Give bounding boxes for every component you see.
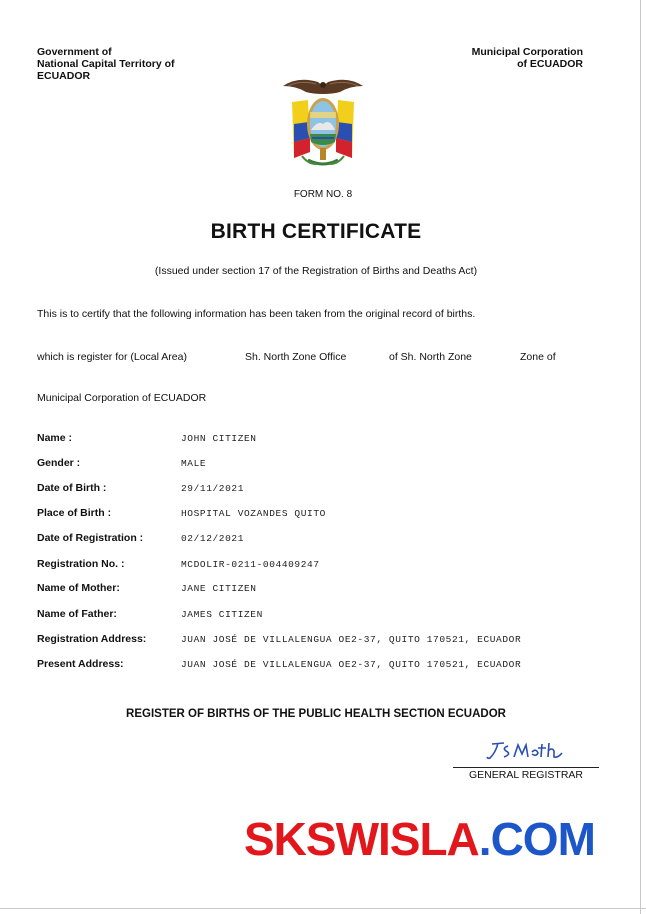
page-edge-bottom [0,908,646,909]
municipal-text: Municipal Corporation of ECUADOR [37,392,207,404]
field-row-name [37,432,617,446]
certify-statement: This is to certify that the following information has been taken from the original record of births. [37,308,476,320]
field-value: MALE [181,458,207,469]
field-row-registration-no [37,558,617,572]
field-value: MCDOLIR-0211-004409247 [181,559,320,570]
zone-text: of Sh. North Zone [389,351,472,363]
field-row-gender [37,457,617,471]
field-row-date-of-registration [37,532,617,546]
field-value: JUAN JOSÉ DE VILLALENGUA OE2-37, QUITO 170521, ECUADOR [181,634,522,645]
page-edge-right [640,0,641,914]
field-value: JAMES CITIZEN [181,609,263,620]
header-right-line: of ECUADOR [517,58,583,70]
field-value: 02/12/2021 [181,533,245,544]
watermark-dot: . [478,813,491,865]
header-left-line: Government of [37,46,112,58]
website-watermark [244,812,595,866]
header-left-line: National Capital Territory of [37,58,175,70]
watermark-text: SKSWISLA [244,813,479,865]
field-value: 29/11/2021 [181,483,245,494]
header-right [472,46,583,70]
field-value: HOSPITAL VOZANDES QUITO [181,508,326,519]
field-label: Name : [37,432,73,444]
field-label: Date of Registration : [37,532,144,544]
ecuador-coat-of-arms-icon [278,72,368,172]
field-row-place-of-birth [37,507,617,521]
field-row-present-address [37,658,617,672]
document-subtitle: (Issued under section 17 of the Registration of Births and Deaths Act) [154,265,478,277]
field-label: Name of Father: [37,608,117,620]
field-label: Name of Mother: [37,582,120,594]
field-value: JUAN JOSÉ DE VILLALENGUA OE2-37, QUITO 170521, ECUADOR [181,659,522,670]
field-row-registration-address [37,633,617,647]
header-right-line: Municipal Corporation [471,46,583,58]
field-label: Registration Address: [37,633,147,645]
field-label: Date of Birth : [37,482,107,494]
field-label: Registration No. : [37,558,125,570]
registrar-signature [486,740,566,762]
field-label: Gender : [37,457,81,469]
field-row-mother [37,582,617,596]
local-area-label: which is register for (Local Area) [37,351,187,363]
field-value: JOHN CITIZEN [181,433,257,444]
document-title: BIRTH CERTIFICATE [210,220,422,243]
header-left-line: ECUADOR [37,70,91,82]
field-label: Present Address: [37,658,124,670]
field-row-father [37,608,617,622]
field-value: JANE CITIZEN [181,583,257,594]
register-footer: REGISTER OF BIRTHS OF THE PUBLIC HEALTH SECTION ECUADOR [126,708,506,720]
header-left [37,46,175,82]
field-label: Place of Birth : [37,507,112,519]
registrar-title: GENERAL REGISTRAR [469,769,583,781]
field-row-date-of-birth [37,482,617,496]
form-number: FORM NO. 8 [293,189,353,200]
watermark-domain: COM [490,813,595,865]
signature-line [453,767,599,768]
zone-office-text: Sh. North Zone Office [245,351,347,363]
zone-of-text: Zone of [520,351,556,363]
